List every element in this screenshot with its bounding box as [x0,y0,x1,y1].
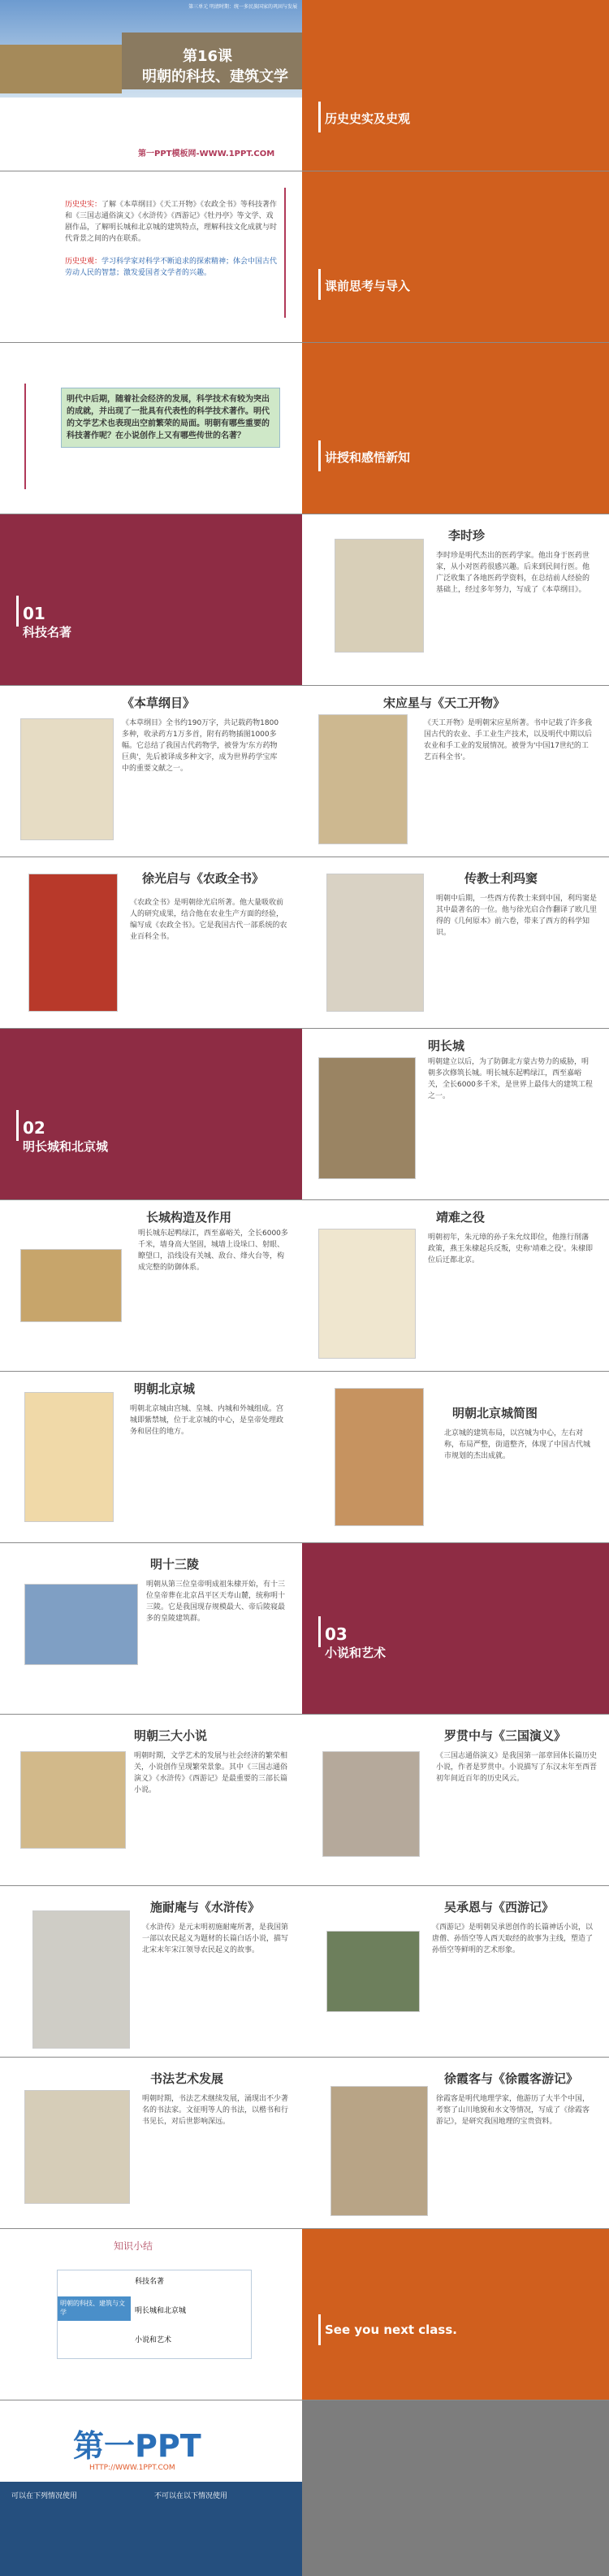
summary-box [57,2270,252,2359]
wu-title: 吴承恩与《西游记》 [444,1900,555,1915]
novels-text: 明朝时期，文学艺术的发展与社会经济的繁荣相关，小说创作呈现繁荣景象。其中《三国志通俗演义》《水浒传》《西游记》是最重要的三部长篇小说。 [134,1752,288,1794]
song-text: 《天工开物》是明朝宋应星所著。书中记载了许多我国古代的农业、手工业生产技术，以及明代中期以后农业和手工业的发展情况。被誉为'中国17世纪的工艺百科全书'。 [424,719,593,761]
beijing2-title: 明朝北京城简图 [452,1406,538,1420]
section-history [302,0,609,171]
tang-title: 徐霞客与《徐霞客游记》 [444,2071,579,2086]
section-lecture [302,343,609,514]
cover-top-line: 第三单元 明清时期：统一多民族国家的巩固与发展 [188,4,297,10]
lishizhen-title: 李时珍 [448,528,486,543]
shi-statue [32,1910,130,2049]
goal-tag-1: 历史史实： [65,201,102,209]
section-preview-label: 课前思考与导入 [325,279,411,293]
card-ming13 [0,1543,302,1714]
wall-image [318,1057,416,1179]
footer-left-head: 可以在下列情况使用 [11,2492,78,2500]
song-title: 宋应星与《天工开物》 [383,696,506,710]
card-lishizhen [302,514,609,685]
card-novels [0,1715,302,1885]
xu-portrait [28,874,118,1012]
wall-text: 明朝建立以后，为了防御北方蒙古势力的威胁，明朝多次修筑长城。明长城东起鸭绿江，西至嘉峪关，全长6000多千米，是世界上最伟大的建筑工程之一。 [428,1058,593,1100]
card-calli [0,2058,302,2228]
tang-text: 徐霞客是明代地理学家，他游历了大半个中国，考察了山川地貌和水文等情况，写成了《徐霞客游记》，是研究我国地理的宝贵资料。 [436,2095,590,2126]
ming13-text: 明朝从第三位皇帝明成祖朱棣开始，有十三位皇帝葬在北京昌平区天寿山麓，统称明十三陵。它是我国现存规模最大、帝后陵寝最多的皇陵建筑群。 [146,1581,286,1623]
goals-slide [0,171,302,342]
jingnan-map [318,1229,416,1359]
beijing-title: 明朝北京城 [134,1381,196,1396]
shi-title: 施耐庵与《水浒传》 [150,1900,261,1915]
luo-statue [322,1751,420,1857]
wall2-title: 长城构造及作用 [146,1210,232,1225]
footer-url: HTTP://WWW.1PPT.COM [89,2464,175,2472]
goal-tag-2: 历史史观： [65,257,102,266]
bencao-title: 《本草纲目》 [122,696,196,710]
calli-text: 明朝时期，书法艺术继续发展，涌现出不少著名的书法家。文征明等人的书法，以楷书和行书见长，对后世影响深远。 [142,2095,289,2126]
section-2-number: 02 [23,1118,45,1138]
section-3 [302,1543,609,1714]
footer-right-head: 不可以在以下情况使用 [154,2492,228,2500]
summary-row-1: 科技名著 [135,2278,165,2286]
mission-title: 传教士利玛窦 [464,871,538,886]
goal-text-2: 学习科学家对科学不断追求的探索精神；体会中国古代劳动人民的智慧；激发爱国者文学者的兴趣。 [65,257,278,277]
wall2-text: 明长城东起鸭绿江，西至嘉峪关，全长6000多千米，墙身高大坚固，城墙上设垛口、射眼、瞭望口，沿线设有关城、敌台、烽火台等，构成完整的防御体系。 [138,1229,288,1272]
intro-slide [0,343,302,514]
bencao-text: 《本草纲目》全书约190万字，共记载药物1800多种，收录药方1万多首，附有药物插图1000多幅。它总结了我国古代药物学，被誉为'东方药物巨典'，先后被译成多种文字，成为世界药学宝库中的重要文献之一。 [122,719,279,773]
section-1 [0,514,302,685]
section-3-name: 小说和艺术 [325,1646,387,1660]
card-beijing [0,1372,302,1542]
novels-title: 明朝三大小说 [134,1728,208,1743]
card-luo [302,1715,609,1885]
card-songyingxing [302,686,609,856]
card-wall2 [0,1200,302,1371]
section-2 [0,1029,302,1199]
intro-box: 明代中后期，随着社会经济的发展，科学技术有较为突出的成就，并出现了一批具有代表性的科学技术著作。明代的文学艺术也表现出空前繁荣的局面。明朝有哪些重要的科技著作呢？在小说创作上又有哪些传世的名著？ [61,388,280,448]
cover-site: 第一PPT模板网-WWW.1PPT.COM [138,150,275,158]
cover-title: 明朝的科技、建筑文学 [142,68,288,85]
mission-image [326,874,424,1012]
summary-row-3: 小说和艺术 [135,2336,172,2344]
lishizhen-portrait [335,539,424,653]
wall2-image [20,1249,122,1322]
beijing2-text: 北京城的建筑布局，以宫城为中心，左右对称，布局严整，街道整齐，体现了中国古代城市规划的杰出成就。 [444,1429,591,1460]
goal-text-1: 了解《本草纲目》《天工开物》《农政全书》等科技著作和《三国志通俗演义》《水浒传》《西游记》《牡丹亭》等文学、戏剧作品，了解明长城和北京城的建筑特点，理解科技文化成就与时代背景之间的内在联系。 [65,201,278,243]
summary-slide [0,2229,302,2400]
card-bencao [0,686,302,856]
card-jingnan [302,1200,609,1371]
section-3-number: 03 [325,1624,348,1644]
jingnan-title: 靖难之役 [436,1210,486,1225]
section-1-number: 01 [23,604,45,623]
wu-text: 《西游记》是明朝吴承恩创作的长篇神话小说，以唐僧、孙悟空等人西天取经的故事为主线，塑造了孙悟空等鲜明的艺术形象。 [432,1923,594,1954]
end-text: See you next class. [325,2322,457,2337]
beijing-text: 明朝北京城由宫城、皇城、内城和外城组成。宫城即紫禁城，位于北京城的中心，是皇帝处理政务和居住的地方。 [130,1405,284,1436]
cover-slide [0,0,302,171]
luo-text: 《三国志通俗演义》是我国第一部章回体长篇历史小说，作者是罗贯中。小说描写了东汉末年至西晋初年间近百年的历史风云。 [436,1752,598,1783]
lishizhen-text: 李时珍是明代杰出的医药学家。他出身于医药世家，从小对医药很感兴趣。后来到民间行医。他广泛收集了各地医药学资料，在总结前人经验的基础上，经过多年努力，写成了《本草纲目》。 [436,552,590,594]
card-mission [302,857,609,1028]
card-tang [302,2058,609,2228]
card-xu [0,857,302,1028]
novels-image [20,1751,126,1849]
section-end [302,2229,609,2400]
summary-left: 明朝的科技、建筑与文学 [58,2296,131,2321]
jingnan-text: 明朝初年，朱元璋的孙子朱允炆即位，他推行削藩政策，燕王朱棣起兵反叛，史称'靖难之役'。朱棣即位后迁都北京。 [428,1234,593,1264]
bencao-image [20,718,114,840]
footer-gray [302,2400,609,2576]
card-wu [302,1886,609,2057]
xu-title: 徐光启与《农政全书》 [142,871,265,886]
cover-lesson: 第16课 [183,48,233,65]
xu-text: 《农政全书》是明朝徐光启所著。他大量吸收前人的研究成果，结合他在农业生产方面的经验，编写成《农政全书》。它是我国古代一部系统的农业百科全书。 [130,899,287,941]
beijing2-map [335,1388,424,1526]
calli-image [24,2090,130,2204]
luo-title: 罗贯中与《三国演义》 [444,1728,567,1743]
footer-slide [0,2400,302,2576]
section-2-name: 明长城和北京城 [23,1139,109,1154]
ming13-image [24,1584,138,1665]
card-wall [302,1029,609,1199]
summary-title: 知识小结 [114,2240,153,2252]
tang-statue [330,2086,428,2216]
song-book-image [318,714,408,844]
ming13-title: 明十三陵 [150,1557,200,1572]
footer-logo: 第一PPT [73,2428,201,2464]
beijing-map [24,1392,114,1522]
calli-title: 书法艺术发展 [150,2071,224,2086]
mission-text: 明朝中后期，一些西方传教士来到中国，利玛窦是其中最著名的一位。他与徐光启合作翻译了欧几里得的《几何原本》前六卷，带来了西方的科学知识。 [436,895,598,937]
summary-row-2: 明长城和北京城 [135,2307,187,2315]
card-shi [0,1886,302,2057]
wu-statue [326,1931,420,2012]
section-preview [302,171,609,342]
section-history-label: 历史史实及史观 [325,111,411,126]
shi-text: 《水浒传》是元末明初施耐庵所著，是我国第一部以农民起义为题材的长篇白话小说，描写北宋末年宋江领导农民起义的故事。 [142,1923,289,1954]
card-beijing2 [302,1372,609,1542]
section-1-name: 科技名著 [23,625,72,640]
wall-title: 明长城 [428,1039,465,1053]
section-lecture-label: 讲授和感悟新知 [325,450,411,465]
